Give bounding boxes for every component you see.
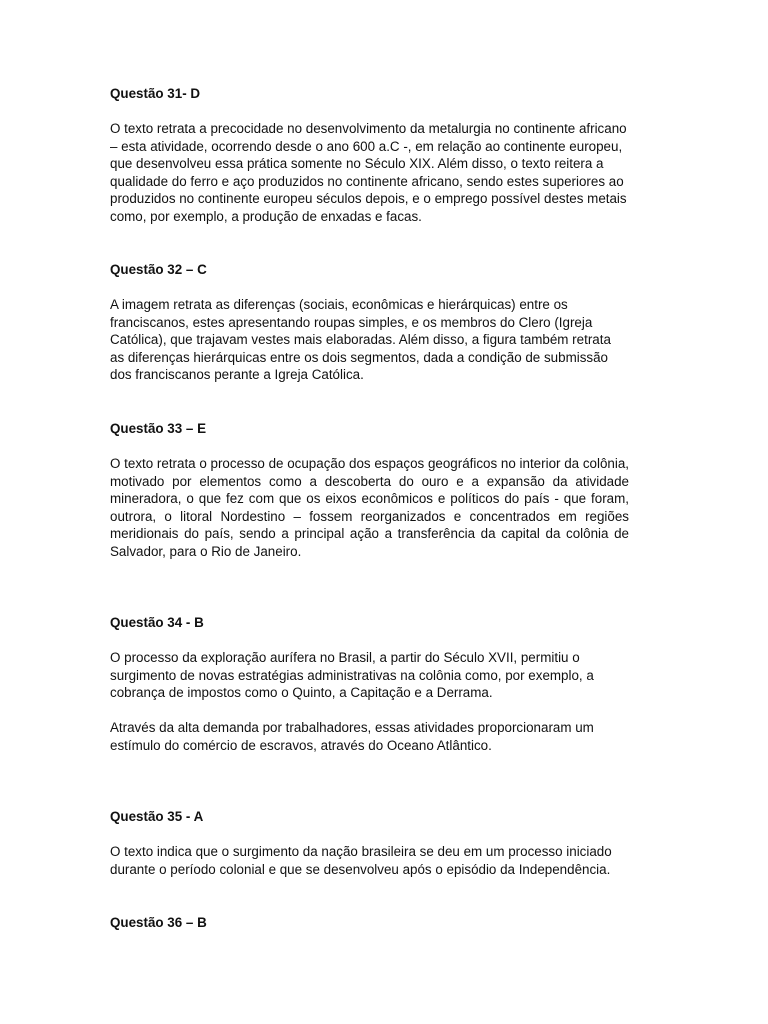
question-36-heading: Questão 36 – B bbox=[110, 915, 207, 930]
question-32-answer: A imagem retrata as diferenças (sociais, econômicas e hierárquicas) entre os franciscanos, estes apresentando roupas simples, e os membros do Clero (Igreja Católica), que trajavam vestes mais elaboradas. Além disso, a figura também retrata as diferenças hierárquicas entre os dois segmentos, dada a condição de submissão dos franciscanos perante a Igreja Católica. bbox=[110, 297, 611, 383]
question-34-heading: Questão 34 - B bbox=[110, 615, 204, 630]
question-31-answer: O texto retrata a precocidade no desenvolvimento da metalurgia no continente africano – esta atividade, ocorrendo desde o ano 600 a.C -, em relação ao continente europeu, que desenvolveu essa prática somente no Século XIX. Além disso, o texto reitera a qualidade do ferro e aço produzidos no continente africano, sendo estes superiores ao produzidos no continente europeu séculos depois, e o emprego possível destes metais como, por exemplo, a produção de enxadas e facas. bbox=[110, 121, 627, 224]
question-34-answer: O processo da exploração aurífera no Brasil, a partir do Século XVII, permitiu o surgimento de novas estratégias administrativas na colônia como, por exemplo, a cobrança de impostos como o Quinto, a Capitação e a Derrama. bbox=[110, 650, 594, 701]
question-35-heading: Questão 35 - A bbox=[110, 809, 204, 824]
question-32-heading: Questão 32 – C bbox=[110, 262, 207, 277]
question-33-heading: Questão 33 – E bbox=[110, 421, 207, 436]
question-31-heading: Questão 31- D bbox=[110, 86, 201, 101]
question-34-answer-continued: Através da alta demanda por trabalhadores, essas atividades proporcionaram um estímulo do comércio de escravos, através do Oceano Atlântico. bbox=[110, 720, 594, 753]
question-35-answer: O texto indica que o surgimento da nação brasileira se deu em um processo iniciado durante o período colonial e que se desenvolveu após o episódio da Independência. bbox=[110, 844, 612, 877]
question-33-answer: O texto retrata o processo de ocupação dos espaços geográficos no interior da colônia, motivado por elementos como a descoberta do ouro e a expansão da atividade mineradora, o que fez com que os eixos econômicos e políticos do país - que foram, outrora, o litoral Nordestino – fossem reorganizados e concentrados em regiões meridionais do país, sendo a principal ação a transferência da capital da colônia de Salvador, para o Rio de Janeiro. bbox=[110, 456, 629, 559]
